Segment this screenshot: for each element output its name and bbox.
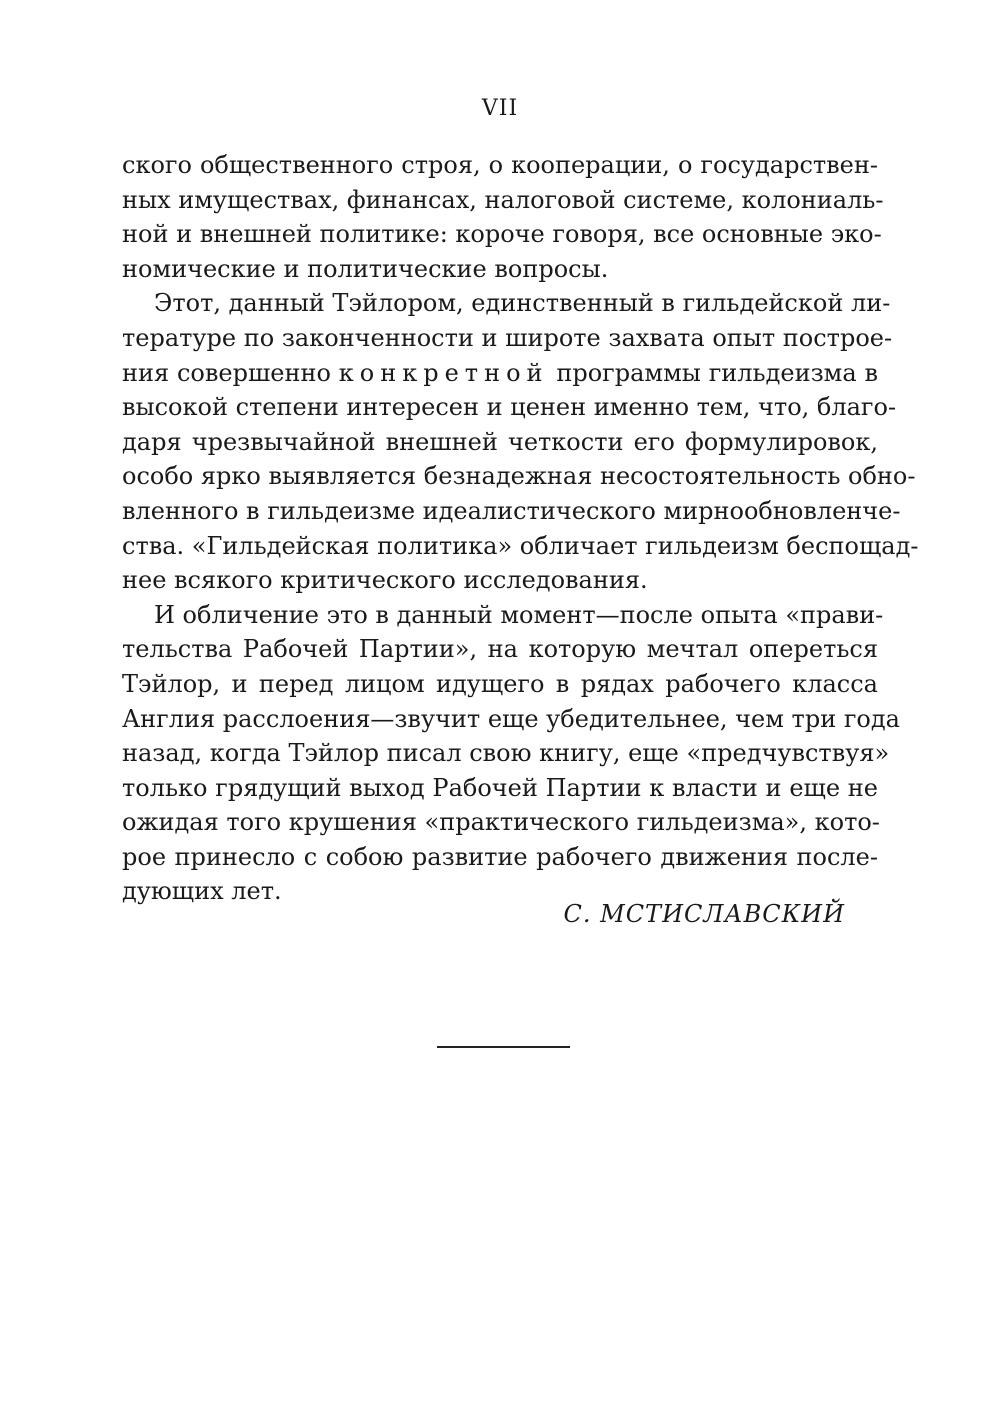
text-line: рое принесло с собою развитие рабочего движения после- — [122, 842, 878, 871]
page-number: VII — [481, 96, 519, 121]
text-line: высокой степени интересен и ценен именно тем, что, благо- — [122, 393, 897, 422]
text-line: только грядущий выход Рабочей Партии к власти и еще не — [122, 773, 878, 802]
text-line: Тэйлор, и перед лицом идущего в рядах рабочего класса — [122, 669, 878, 698]
text-line: ных имуществах, финансах, налоговой системе, колониаль- — [122, 185, 884, 214]
paragraph-3 — [122, 598, 900, 909]
text-line: ной и внешней политике: короче говоря, все основные эко- — [122, 220, 882, 249]
text-line: даря чрезвычайной внешней четкости его формулировок, — [122, 427, 878, 456]
paragraph-2 — [122, 286, 919, 597]
text-line: назад, когда Тэйлор писал свою книгу, еще «предчувствуя» — [122, 739, 890, 768]
text-line: ского общественного строя, о кооперации, о государствен- — [122, 151, 878, 179]
text-line: тературе по законченности и широте захвата опыт построе- — [122, 323, 893, 352]
text-line: Англия расслоения—звучит еще убедительнее, чем три года — [122, 704, 900, 733]
section-divider — [437, 1046, 570, 1048]
text-line — [122, 356, 878, 391]
text-line: Этот, данный Тэйлором, единственный в гильдейской ли- — [154, 289, 891, 318]
text-line: номические и политические вопросы. — [122, 254, 609, 283]
body-text — [122, 148, 919, 909]
text-line: вленного в гильдеизме идеалистического мирнообновленче- — [122, 496, 901, 525]
text-fragment: программы гильдеизма в — [556, 358, 879, 387]
text-line: тельства Рабочей Партии», на которую мечтал опереться — [122, 635, 878, 664]
author-signature: С. МСТИСЛАВСКИЙ — [563, 900, 845, 928]
text-line: И обличение это в данный момент—после опыта «прави- — [154, 600, 884, 629]
emphasized-word: конкретной — [338, 358, 549, 387]
text-line: дующих лет. — [122, 877, 282, 906]
text-line: особо ярко выявляется безнадежная несостоятельность обно- — [122, 462, 916, 491]
paragraph-1 — [122, 148, 884, 286]
text-line: ожидая того крушения «практического гильдеизма», кото- — [122, 808, 880, 837]
text-fragment: ния совершенно — [122, 358, 331, 387]
text-line: нее всякого критического исследования. — [122, 566, 648, 595]
text-line: ства. «Гильдейская политика» обличает гильдеизм беспощад- — [122, 531, 919, 560]
